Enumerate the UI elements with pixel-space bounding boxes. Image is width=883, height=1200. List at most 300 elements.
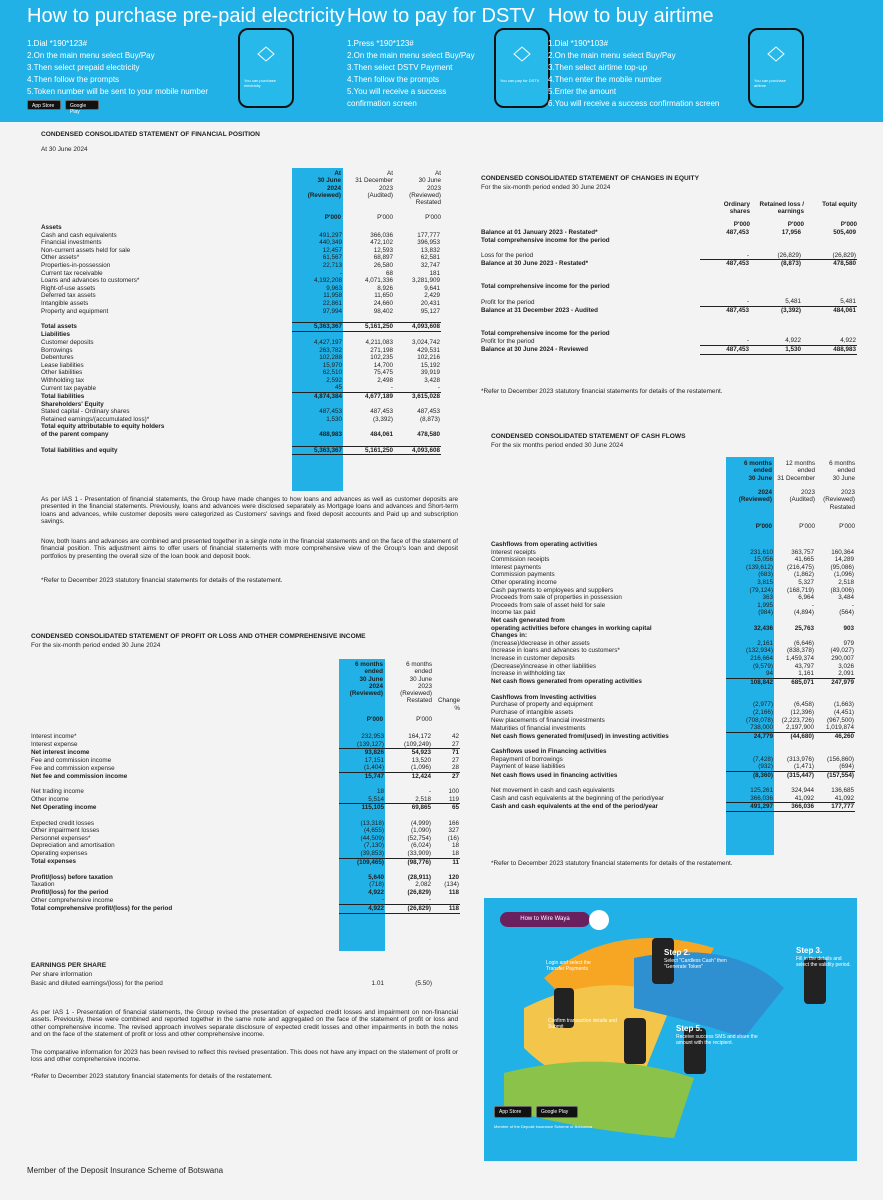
row-value: 18: [376, 788, 384, 796]
row-value: 26,580: [373, 261, 393, 269]
row-value: 65: [432, 804, 460, 812]
row-value: 271,198: [370, 346, 393, 354]
row-value: 3,484: [838, 594, 854, 602]
row-value: [700, 244, 750, 252]
row-label: Repayment of borrowings: [491, 755, 563, 763]
waya-member: Member of the Deposit Insurance Scheme of Botswana: [494, 1124, 593, 1129]
list-line: 6 months: [744, 460, 772, 467]
row-value: 62,510: [322, 369, 342, 377]
step5-title: Step 5.: [676, 1024, 703, 1033]
table-row: [41, 232, 441, 240]
airtime-guide: [548, 0, 719, 110]
row-value: [700, 276, 750, 284]
row-value: [700, 291, 750, 299]
list-line: 5.Enter the amount: [548, 87, 617, 96]
row-value: 68: [385, 269, 393, 277]
row-value: (98,776): [385, 858, 432, 866]
list-line: 3.Then select airtime top-up: [548, 63, 648, 72]
row-value: 488,983: [802, 345, 857, 354]
row-value: [774, 748, 815, 756]
row-value: 71: [432, 749, 460, 757]
row-label: Total equity attributable to equity holders: [41, 423, 165, 431]
electricity-steps: [27, 38, 345, 98]
row-label: Liabilities: [41, 331, 71, 339]
row-label: [491, 779, 726, 787]
list-line: [433, 676, 460, 683]
row-value: -: [746, 251, 749, 259]
row-value: 4,922: [368, 888, 384, 896]
row-label: Proceeds from sale of asset held for sale: [491, 601, 606, 609]
bolt-icon: [256, 46, 276, 62]
list-line: 6 months: [355, 661, 383, 668]
row-label: Shareholders' Equity: [41, 400, 104, 408]
row-value: 4,874,384: [292, 393, 343, 401]
row-value: 491,297: [319, 231, 342, 239]
row-label: Total liabilities: [41, 392, 85, 400]
position-col-header: [292, 170, 341, 199]
row-value: 366,036: [750, 794, 773, 802]
row-value: [815, 748, 855, 756]
list-line: 5.Token number will be sent to your mobile number: [27, 87, 208, 96]
row-value: 15,056: [753, 556, 773, 564]
list-line: At: [334, 170, 341, 177]
unit-label: P'000: [425, 214, 441, 221]
row-value: (4,999): [411, 819, 431, 827]
row-value: 487,453: [726, 229, 749, 236]
list-line: 4.Then enter the mobile number: [548, 75, 662, 84]
table-row: [41, 315, 441, 323]
table-row: [481, 260, 857, 268]
table-row: [491, 756, 855, 764]
table-row: [41, 377, 441, 385]
table-row: [491, 678, 855, 686]
row-label: Retained earnings/(accumulated loss)*: [41, 415, 150, 423]
list-line: 6 months: [406, 661, 432, 668]
cashflow-subtitle: For the six months period ended 30 June 2024: [491, 442, 624, 449]
how-to-wire-waya-button[interactable]: How to Wire Waya: [500, 912, 590, 927]
position-col-header: [344, 170, 393, 199]
row-value: (1,096): [834, 571, 854, 579]
table-row: [41, 401, 441, 409]
row-value: 2,082: [415, 881, 431, 889]
list-line: ended: [837, 467, 855, 475]
google-play-badge[interactable]: Google Play: [536, 1106, 578, 1118]
table-row: [491, 803, 855, 812]
row-value: 160,364: [831, 548, 854, 556]
row-value: -: [811, 601, 814, 609]
list-line: [816, 482, 855, 489]
row-value: 177,777: [417, 231, 440, 239]
table-row: [491, 779, 855, 787]
unit-label: P'000: [840, 221, 857, 228]
list-line: [433, 690, 460, 697]
position-note: *Refer to December 2023 statutory financial statements for details of the restatement.: [41, 577, 283, 584]
row-value: 685,071: [774, 678, 815, 686]
row-value: 5,363,367: [292, 323, 343, 332]
table-row: [41, 439, 441, 447]
list-line: 2.On the main menu select Buy/Pay: [27, 51, 155, 60]
row-label: Total comprehensive income for the period: [481, 329, 610, 337]
row-value: 3,428: [424, 376, 440, 384]
list-line: 2023: [417, 682, 432, 690]
row-value: 27: [451, 756, 459, 764]
row-value: [815, 632, 855, 640]
row-value: [700, 315, 750, 323]
row-value: (1,404): [364, 764, 384, 772]
row-value: 8,926: [377, 284, 393, 292]
pl-title: CONDENSED CONSOLIDATED STATEMENT OF PROFIT OR LOSS AND OTHER COMPREHENSIVE INCOME: [31, 633, 366, 640]
row-value: 166: [448, 819, 459, 827]
store-badges: [27, 100, 99, 115]
airtime-icon: [766, 46, 786, 62]
row-value: 13,520: [411, 756, 431, 764]
row-value: [750, 322, 802, 330]
waya-advert: [484, 898, 857, 1161]
list-line: 31 December: [777, 474, 815, 482]
row-label: Net cash generated from: [491, 616, 565, 624]
table-row: [481, 276, 857, 284]
row-value: 440,349: [319, 239, 342, 247]
row-value: 491,297: [726, 803, 774, 812]
table-row: [41, 285, 441, 293]
row-value: 27: [451, 740, 459, 748]
row-value: 22,861: [322, 299, 342, 307]
row-label: Other operating income: [491, 578, 557, 586]
row-value: (4,655): [364, 827, 384, 835]
pl-col-header: [433, 661, 460, 712]
row-value: [802, 283, 857, 291]
row-value: 25,763: [794, 624, 814, 632]
row-value: [802, 330, 857, 338]
row-value: (6,646): [794, 639, 814, 647]
row-label: Income tax paid: [491, 609, 536, 617]
row-value: [750, 291, 802, 299]
row-value: (39,853): [360, 849, 384, 857]
row-value: 2,161: [757, 639, 773, 647]
unit-label: P'000: [324, 214, 341, 221]
row-value: 164,172: [408, 733, 431, 740]
table-row: [31, 781, 460, 789]
row-label: Other assets*: [41, 254, 80, 262]
row-value: (3,392): [373, 415, 393, 423]
row-label: Properties-in-possession: [41, 261, 111, 269]
row-label: Non-current assets held for sale: [41, 246, 131, 254]
row-label: [491, 686, 726, 694]
list-line: [433, 661, 460, 668]
row-value: [802, 268, 857, 276]
list-line: 30 June: [748, 474, 772, 482]
list-line: Restated: [415, 199, 441, 207]
row-value: (156,860): [827, 755, 854, 763]
row-value: 4,922: [339, 905, 385, 914]
row-value: 17,956: [781, 229, 801, 236]
app-store-badge[interactable]: App Store: [494, 1106, 532, 1118]
electricity-title: How to purchase pre-paid electricity: [27, 5, 345, 27]
row-value: [343, 423, 394, 431]
row-value: [774, 694, 815, 702]
row-value: [339, 812, 385, 820]
phone-caption: You can purchase electricity: [244, 78, 276, 88]
row-value: 12,424: [385, 772, 432, 780]
row-label: (Decrease)/increase in other liabilities: [491, 662, 596, 670]
table-row: [31, 827, 460, 835]
row-label: Profit for the period: [481, 337, 535, 345]
row-value: (7,130): [364, 842, 384, 850]
table-row: [31, 842, 460, 850]
row-value: (6,458): [794, 701, 814, 709]
cashflow-col-header: [726, 460, 772, 504]
row-value: (313,976): [787, 755, 814, 763]
row-value: 263,782: [319, 346, 342, 354]
row-value: 46,260: [815, 732, 855, 740]
row-value: 1,459,374: [785, 654, 814, 662]
row-value: -: [339, 269, 342, 277]
row-label: Total comprehensive income for the period: [481, 236, 610, 244]
row-value: (8,873): [750, 260, 802, 268]
row-label: Cash and cash equivalents at the end of the period/year: [491, 803, 658, 811]
eps-title: EARNINGS PER SHARE: [31, 962, 107, 969]
row-value: 5,481: [785, 298, 801, 306]
row-value: 4,093,608: [394, 323, 441, 332]
row-value: [343, 331, 394, 339]
row-value: 1,995: [757, 601, 773, 609]
row-label: Other income: [31, 796, 69, 803]
table-row: [41, 239, 441, 247]
row-value: 95,127: [420, 307, 440, 315]
list-line: 2023: [800, 489, 815, 497]
row-label: Increase in customer deposits: [491, 654, 575, 662]
row-label: of the parent company: [41, 431, 109, 439]
pl-subtitle: For the six-month period ended 30 June 2024: [31, 642, 161, 649]
waya-graphics: [484, 898, 857, 1161]
row-value: [726, 686, 774, 694]
row-value: -: [390, 384, 393, 392]
app-store-badge[interactable]: App Store: [27, 100, 61, 110]
list-line: 5.You will receive a success: [347, 87, 447, 96]
row-value: 41,092: [794, 794, 814, 802]
list-line: 1.Press *190*123#: [347, 39, 414, 48]
row-value: [700, 237, 750, 245]
row-value: 3,024,742: [411, 338, 440, 346]
row-value: 22,713: [322, 261, 342, 269]
row-label: Changes in:: [491, 632, 528, 640]
row-value: [292, 224, 343, 232]
row-value: 363: [762, 594, 773, 602]
row-value: 12,457: [322, 246, 342, 254]
row-value: 4,922: [785, 337, 801, 345]
changes-in-equity-table: [481, 229, 857, 355]
table-row: [31, 749, 460, 757]
table-row: [491, 640, 855, 648]
row-value: [774, 740, 815, 748]
row-label: New placements of financial investments: [491, 716, 605, 724]
row-value: [343, 439, 394, 447]
table-row: [491, 787, 855, 795]
row-value: 43,797: [794, 662, 814, 670]
list-line: 30 June: [409, 675, 432, 683]
row-value: [394, 331, 441, 339]
row-value: 15,192: [420, 361, 440, 369]
table-row: [41, 270, 441, 278]
row-value: 5,327: [798, 578, 814, 586]
row-value: [802, 322, 857, 330]
row-value: [394, 423, 441, 431]
list-line: 30 June: [317, 177, 341, 185]
table-row: [41, 247, 441, 255]
row-value: (134): [444, 881, 459, 889]
row-value: [339, 781, 385, 789]
row-value: (44,509): [360, 834, 384, 842]
row-label: [481, 322, 700, 330]
waya-step1: Login and select the Transfer Payments: [546, 960, 591, 972]
row-value: (932): [758, 763, 773, 771]
table-row: [491, 594, 855, 602]
row-value: 14,700: [373, 361, 393, 369]
list-line: 3.Then select DSTV Payment: [347, 63, 453, 72]
row-label: Withholding tax: [41, 376, 85, 384]
row-label: Fee and commission expense: [31, 764, 115, 772]
row-value: [292, 423, 343, 431]
pl-note: As per IAS 1 - Presentation of financial statements, the Group revised the presentation of expected credit losses and impairment on non-financial assets. Previously, these were combined and reported together in the same note and aggregated on the face of the statement of profit or loss and other comprehensive income. The revised approach involves separate disclosure of expected credit losses and other impairments in both the notes and on the face of the statement of profit or loss and other comprehensive income.: [31, 1009, 458, 1038]
row-value: 478,580: [417, 431, 440, 439]
equity-col-header: [700, 201, 750, 216]
table-row: [491, 632, 855, 640]
table-row: [41, 384, 441, 392]
row-value: [815, 686, 855, 694]
waya-step2: [664, 950, 734, 970]
row-value: 2,197,900: [785, 724, 814, 732]
step3-title: Step 3.: [796, 946, 823, 955]
row-label: [481, 268, 700, 276]
row-value: [385, 866, 432, 874]
list-line: 30 June: [418, 177, 441, 185]
row-value: 484,061: [370, 431, 393, 439]
row-value: 115,105: [339, 804, 385, 812]
row-value: [750, 276, 802, 284]
row-value: (718): [369, 881, 384, 889]
table-row: [41, 339, 441, 347]
row-value: 41,092: [834, 794, 854, 802]
row-value: (109,465): [339, 858, 385, 866]
table-row: [41, 416, 441, 424]
row-label: (Increase)/decrease in other assets: [491, 639, 590, 647]
row-value: (44,680): [774, 732, 815, 740]
list-line: At: [435, 170, 441, 177]
row-label: Balance at 30 June 2023 - Restated*: [481, 260, 589, 268]
position-subtitle: At 30 June 2024: [41, 146, 88, 153]
row-label: Cash payments to employees and suppliers: [491, 586, 614, 594]
row-value: -: [428, 788, 431, 796]
row-value: 94: [765, 670, 773, 678]
list-line: (Reviewed): [400, 690, 432, 698]
row-label: Proceeds from sale of properties in possession: [491, 594, 622, 602]
table-row: [31, 866, 460, 874]
row-label: [41, 315, 292, 323]
row-value: [343, 401, 394, 409]
row-value: 18: [451, 849, 459, 857]
row-label: Balance at 01 January 2023 - Restated*: [481, 229, 598, 236]
row-value: 505,409: [833, 229, 856, 236]
row-value: [750, 330, 802, 338]
row-value: 366,036: [774, 803, 815, 812]
row-value: 5,514: [368, 795, 384, 803]
row-value: (16): [447, 834, 459, 842]
row-value: [700, 330, 750, 338]
row-label: Purchase of property and equipment: [491, 701, 593, 709]
table-row: [31, 850, 460, 858]
row-value: 177,777: [815, 803, 855, 812]
step5-text: Receive success SMS and share the amount with the recipient.: [676, 1034, 758, 1046]
row-label: Net fee and commission income: [31, 772, 128, 780]
row-value: 903: [843, 624, 854, 632]
row-value: 327: [448, 827, 459, 835]
row-value: [815, 740, 855, 748]
table-row: [491, 609, 855, 617]
table-row: [491, 763, 855, 771]
row-value: (28,911): [407, 873, 431, 881]
row-label: Stated capital - Ordinary shares: [41, 408, 130, 416]
list-line: Change: [437, 697, 460, 705]
row-label: [481, 276, 700, 284]
phone-caption: You can purchase airtime: [754, 78, 786, 88]
row-value: 45: [334, 384, 342, 392]
row-value: (6,024): [411, 842, 431, 850]
row-value: 18: [451, 842, 459, 850]
table-row: [31, 804, 460, 812]
table-row: [491, 771, 855, 779]
table-row: [31, 796, 460, 804]
row-value: 231,610: [750, 548, 773, 556]
row-label: Borrowings: [41, 346, 73, 354]
row-value: 24,660: [373, 299, 393, 307]
row-label: Payment of lease liabilities: [491, 763, 566, 771]
row-value: 68,897: [373, 254, 393, 262]
row-value: [750, 244, 802, 252]
eps-label: Basic and diluted earnings/(loss) for the period: [31, 980, 163, 987]
row-value: -: [851, 601, 854, 609]
unit-label: P'000: [755, 523, 772, 530]
chat-icon[interactable]: [589, 910, 609, 930]
row-value: [815, 779, 855, 787]
row-value: 136,685: [831, 787, 854, 794]
row-value: 32,436: [753, 624, 773, 632]
row-value: (2,166): [753, 709, 773, 717]
position-col-header: [394, 170, 441, 206]
eps-subtitle: Per share information: [31, 971, 93, 978]
row-value: [774, 779, 815, 787]
table-row: [491, 579, 855, 587]
table-row: [41, 446, 441, 455]
row-value: 27: [432, 772, 460, 780]
row-value: 5,161,250: [343, 323, 394, 332]
table-row: [481, 237, 857, 245]
table-row: [31, 896, 460, 904]
table-row: [41, 423, 441, 431]
position-note: As per IAS 1 - Presentation of financial statements, the Group have made changes to how loans and advances as well as customer deposits are presented in the financial statements. Previously, loans and advances were disclosed separately as Mortgage loans and advances and Short-term loans and advances, while customer deposits were categorized as Customers' savings and fixed deposit accounts and Paid up and subscription savings.: [41, 496, 458, 525]
electricity-guide: [27, 0, 345, 98]
row-value: 478,580: [802, 260, 857, 268]
row-value: [432, 812, 460, 820]
phone-illustration: [238, 28, 294, 108]
google-play-badge[interactable]: Google Play: [65, 100, 99, 110]
row-value: 979: [843, 639, 854, 647]
equity-title: CONDENSED CONSOLIDATED STATEMENT OF CHANGES IN EQUITY: [481, 175, 699, 182]
list-line: shares: [729, 208, 750, 216]
row-value: -: [746, 337, 749, 345]
row-label: [491, 740, 726, 748]
row-value: 41,665: [794, 556, 814, 564]
table-row: [491, 670, 855, 678]
